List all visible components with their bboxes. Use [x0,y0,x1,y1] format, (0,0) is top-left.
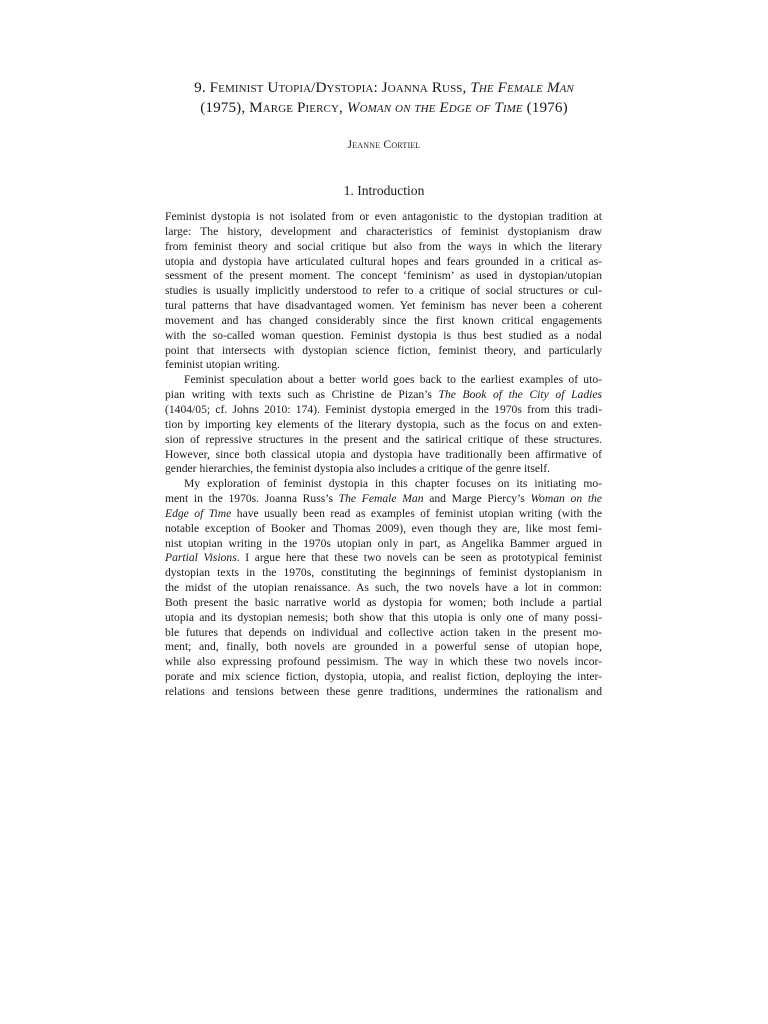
text-segment: and Marge Piercy’s [423,492,531,506]
chapter-title [150,78,618,118]
text-line: However, since both classical utopia and dystopia have traditionally been affirmative of [165,447,602,461]
chapter-number: 9. [194,79,210,96]
chapter-title-part-2: (1975), Marge Piercy, [200,99,347,116]
book-title-italic: Edge of Time [165,506,232,520]
text-line: My exploration of feminist dystopia in this chapter focuses on its initiating mo- [184,477,602,491]
text-line: sessment of the present moment. The concept ‘feminism’ as used in dystopian/utopian [165,269,602,283]
text-line: tion by importing key elements of the literary dystopia, such as the focus on and exten- [165,417,602,431]
text-line: while also expressing profound pessimism. The way in which these two novels incor- [165,655,602,669]
text-line: studies is usually implicitly understood to refer to a critique of social structures or cul- [165,284,602,298]
text-line: tural patterns that have disadvantaged women. Yet feminism has never been a coherent [165,299,602,313]
chapter-title-line-1 [150,78,618,98]
book-title-italic: Partial Visions [165,551,237,565]
chapter-title-line-2 [150,98,618,118]
text-line: ment; and, finally, both novels are grounded in a powerful sense of utopian hope, [165,640,602,654]
paragraph-1 [165,210,602,373]
text-line: from feminist theory and social critique but also from the ways in which the literary [165,239,602,253]
text-line: nist utopian writing in the 1970s utopian only in part, as Angelika Bammer argued in [165,536,602,550]
book-title-italic: Woman on the [530,492,602,506]
chapter-title-part-1: Feminist Utopia/Dystopia: Joanna Russ, [209,79,471,96]
text-line [165,388,602,403]
text-line: notable exception of Booker and Thomas 2009), even though they are, like most femi- [165,521,602,535]
text-line: feminist utopian writing. [165,358,280,372]
text-line [165,507,602,522]
section-heading: 1. Introduction [343,183,425,198]
text-line [165,551,602,566]
text-line: porate and mix science fiction, dystopia, utopia, and realist fiction, deploying the inter- [165,670,602,684]
book-title-italic: The Female Man [338,492,424,506]
body-text [165,210,602,700]
text-line: utopia and its dystopian nemesis; both show that this utopia is only one of many possi- [165,610,602,624]
author-name: Jeanne Cortiel [347,138,421,151]
text-line: point that intersects with dystopian science fiction, feminist theory, and particularly [165,343,602,357]
text-line: Feminist speculation about a better world goes back to the earliest examples of uto- [184,373,602,387]
book-title-italic: The Book of the City of Ladies [438,388,602,402]
text-line: Both present the basic narrative world as dystopia for women; both include a partial [165,595,602,609]
text-line: movement and has changed considerably since the first known critical engagements [165,313,602,327]
text-line: the midst of the utopian renaissance. As such, the two novels have a lot in common: [165,581,602,595]
chapter-title-italic-2: Woman on the Edge of Time [346,99,523,116]
text-segment: . I argue here that these two novels can be seen as prototypical feminist [236,551,602,565]
text-line: Feminist dystopia is not isolated from or even antagonistic to the dystopian tradition at [165,210,602,223]
paragraph-2 [165,373,602,477]
text-line: sion of repressive structures in the present and the satirical critique of these structures. [165,432,602,446]
text-line: utopia and dystopia have articulated cultural hopes and fears grounded in a critical as- [165,254,602,268]
text-line: with the so-called woman question. Feminist dystopia is thus best studied as a nodal [165,328,602,342]
chapter-title-italic-1: The Female Man [470,79,574,96]
text-line [165,492,602,507]
text-segment: ment in the 1970s. Joanna Russ’s [165,492,339,506]
text-line: large: The history, development and characteristics of feminist dystopianism draw [165,224,602,238]
text-segment: pian writing with texts such as Christine de Pizan’s [165,388,439,402]
text-segment: have usually been read as examples of feminist utopian writing (with the [231,506,602,520]
paragraph-3 [165,477,602,700]
chapter-title-part-3: (1976) [522,99,568,116]
text-line: gender hierarchies, the feminist dystopia also includes a critique of the genre itself. [165,462,551,476]
text-line: relations and tensions between these genre traditions, undermines the rationalism and [165,685,602,698]
text-line: dystopian texts in the 1970s, constituting the beginnings of feminist dystopianism in [165,566,602,580]
text-line: (1404/05; cf. Johns 2010: 174). Feminist dystopia emerged in the 1970s from this tradi- [165,402,602,416]
text-line: ble futures that depends on individual and collective action taken in the present mo- [165,625,602,639]
